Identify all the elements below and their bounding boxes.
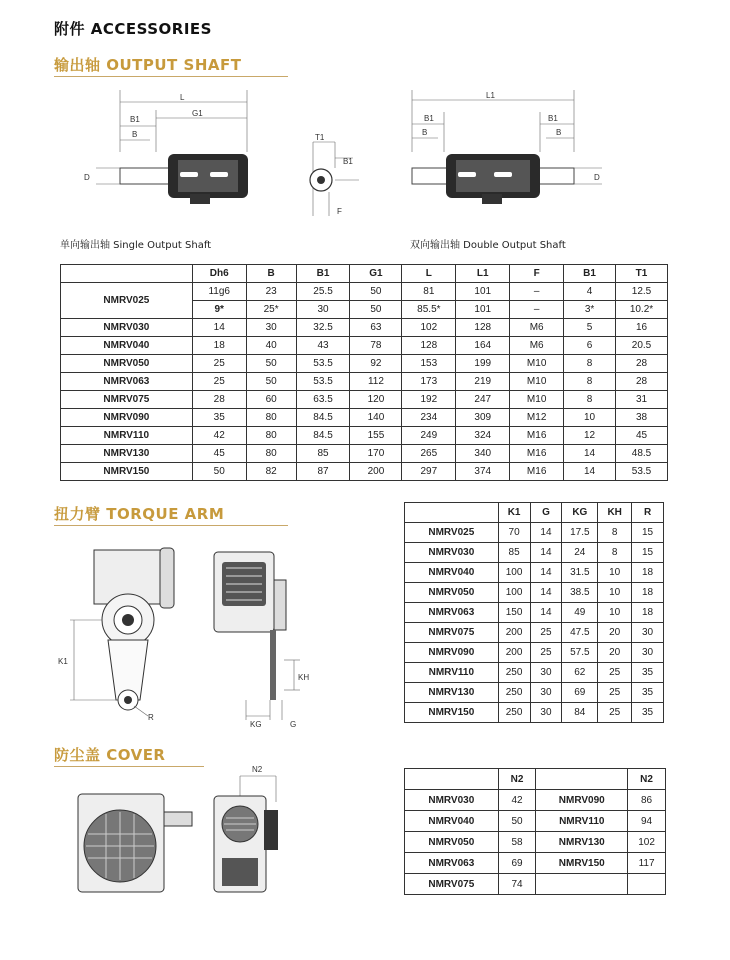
table-cell: 42 bbox=[498, 790, 536, 811]
table-cell: 16 bbox=[616, 319, 668, 337]
table-row bbox=[405, 543, 664, 563]
table-cell: 92 bbox=[350, 355, 402, 373]
table-cell: 25 bbox=[598, 703, 632, 723]
column-header bbox=[536, 769, 628, 790]
table-cell: 140 bbox=[350, 409, 402, 427]
table-cell: 265 bbox=[402, 445, 456, 463]
table-cell: 30 bbox=[530, 703, 562, 723]
table-row bbox=[405, 832, 666, 853]
table-cell: 45 bbox=[616, 427, 668, 445]
table-cell: 43 bbox=[296, 337, 350, 355]
table-cell: 14 bbox=[192, 319, 246, 337]
row-name: NMRV025 bbox=[61, 283, 193, 319]
dim-KH: KH bbox=[298, 673, 310, 682]
table-row bbox=[61, 445, 668, 463]
dim-L: L bbox=[180, 93, 185, 102]
table-row bbox=[405, 790, 666, 811]
dim-KG: KG bbox=[250, 720, 262, 729]
table-cell: 30 bbox=[246, 319, 296, 337]
table-cell: 57.5 bbox=[562, 643, 598, 663]
table-row bbox=[61, 355, 668, 373]
table-row bbox=[405, 853, 666, 874]
column-header: KH bbox=[598, 503, 632, 523]
table-cell: 35 bbox=[632, 663, 664, 683]
row-name: NMRV090 bbox=[61, 409, 193, 427]
table-cell: 85 bbox=[296, 445, 350, 463]
table-cell: 192 bbox=[402, 391, 456, 409]
row-name: NMRV050 bbox=[405, 832, 499, 853]
table-cell: 6 bbox=[564, 337, 616, 355]
table-cell: M10 bbox=[510, 391, 564, 409]
table-cell: 101 bbox=[456, 283, 510, 301]
column-header bbox=[405, 503, 499, 523]
dim-G1: G1 bbox=[192, 109, 203, 118]
table-row bbox=[405, 663, 664, 683]
dim-D-right: D bbox=[594, 173, 600, 182]
table-cell: 324 bbox=[456, 427, 510, 445]
row-name: NMRV063 bbox=[405, 603, 499, 623]
row-name: NMRV150 bbox=[405, 703, 499, 723]
dim-F: F bbox=[337, 207, 342, 216]
row-name: NMRV075 bbox=[405, 623, 499, 643]
table-cell: 20 bbox=[598, 623, 632, 643]
output-shaft-divider bbox=[54, 76, 288, 77]
table-cell: 48.5 bbox=[616, 445, 668, 463]
output-shaft-title: 输出轴 OUTPUT SHAFT bbox=[54, 56, 242, 74]
table-cell: 11g6 bbox=[192, 283, 246, 301]
row-name: NMRV040 bbox=[405, 811, 499, 832]
table-cell: 30 bbox=[632, 643, 664, 663]
table-cell: 45 bbox=[192, 445, 246, 463]
cover-front-drawing bbox=[74, 788, 204, 898]
table-cell: 30 bbox=[530, 683, 562, 703]
table-cell: 250 bbox=[498, 663, 530, 683]
table-cell: 85 bbox=[498, 543, 530, 563]
dim-D: D bbox=[84, 173, 90, 182]
table-cell: 35 bbox=[632, 683, 664, 703]
table-cell: 38.5 bbox=[562, 583, 598, 603]
table-cell: 14 bbox=[530, 583, 562, 603]
table-cell: 100 bbox=[498, 563, 530, 583]
shaft-section-drawing bbox=[295, 128, 365, 223]
table-cell: 247 bbox=[456, 391, 510, 409]
table-cell: 10 bbox=[598, 583, 632, 603]
column-header: L bbox=[402, 265, 456, 283]
table-cell: 25 bbox=[598, 683, 632, 703]
table-row bbox=[61, 391, 668, 409]
row-name: NMRV040 bbox=[405, 563, 499, 583]
table-cell: 30 bbox=[632, 623, 664, 643]
table-cell: 20.5 bbox=[616, 337, 668, 355]
torque-arm-title: 扭力臂 TORQUE ARM bbox=[54, 505, 225, 523]
table-row bbox=[405, 874, 666, 895]
table-cell: 86 bbox=[628, 790, 666, 811]
page-title: 附件 ACCESSORIES bbox=[54, 20, 212, 38]
dim-B1-section: B1 bbox=[343, 157, 353, 166]
table-cell: M16 bbox=[510, 463, 564, 481]
table-cell: 120 bbox=[350, 391, 402, 409]
dim-R: R bbox=[148, 713, 154, 722]
dim-L1: L1 bbox=[486, 91, 495, 100]
table-cell: 28 bbox=[616, 373, 668, 391]
table-cell: 31 bbox=[616, 391, 668, 409]
table-row bbox=[405, 643, 664, 663]
table-cell: 170 bbox=[350, 445, 402, 463]
table-cell: 69 bbox=[562, 683, 598, 703]
cover-divider bbox=[54, 766, 204, 767]
column-header: N2 bbox=[498, 769, 536, 790]
table-cell: 63 bbox=[350, 319, 402, 337]
table-cell: 23 bbox=[246, 283, 296, 301]
double-shaft-drawing bbox=[398, 88, 610, 218]
table-cell: 78 bbox=[350, 337, 402, 355]
table-cell: 25 bbox=[530, 623, 562, 643]
table-cell: 87 bbox=[296, 463, 350, 481]
table-cell: 200 bbox=[350, 463, 402, 481]
dim-B1-left: B1 bbox=[424, 114, 434, 123]
table-cell: 4 bbox=[564, 283, 616, 301]
dim-K1: K1 bbox=[58, 657, 68, 666]
row-name: NMRV090 bbox=[536, 790, 628, 811]
table-cell: 18 bbox=[632, 563, 664, 583]
table-cell: 25 bbox=[598, 663, 632, 683]
table-cell: 249 bbox=[402, 427, 456, 445]
table-cell: 199 bbox=[456, 355, 510, 373]
table-cell: 102 bbox=[402, 319, 456, 337]
table-cell: 128 bbox=[456, 319, 510, 337]
table-cell: 200 bbox=[498, 643, 530, 663]
table-cell: 200 bbox=[498, 623, 530, 643]
table-cell: 9* bbox=[192, 301, 246, 319]
table-row bbox=[405, 523, 664, 543]
table-cell: 8 bbox=[564, 355, 616, 373]
row-name: NMRV150 bbox=[536, 853, 628, 874]
table-cell: 8 bbox=[564, 373, 616, 391]
table-row bbox=[61, 409, 668, 427]
row-name: NMRV110 bbox=[536, 811, 628, 832]
table-row bbox=[61, 283, 668, 301]
table-cell: 84.5 bbox=[296, 427, 350, 445]
column-header: R bbox=[632, 503, 664, 523]
row-name: NMRV075 bbox=[405, 874, 499, 895]
table-cell: 84 bbox=[562, 703, 598, 723]
table-row bbox=[405, 563, 664, 583]
table-cell: 50 bbox=[192, 463, 246, 481]
column-header: B1 bbox=[296, 265, 350, 283]
column-header: G1 bbox=[350, 265, 402, 283]
dim-B: B bbox=[132, 130, 138, 139]
row-name: NMRV110 bbox=[61, 427, 193, 445]
table-cell: 60 bbox=[246, 391, 296, 409]
table-cell: 8 bbox=[598, 523, 632, 543]
table-cell: 25.5 bbox=[296, 283, 350, 301]
table-row bbox=[405, 583, 664, 603]
column-header: T1 bbox=[616, 265, 668, 283]
table-cell: 153 bbox=[402, 355, 456, 373]
table-cell: 155 bbox=[350, 427, 402, 445]
table-cell: M6 bbox=[510, 337, 564, 355]
row-name: NMRV130 bbox=[536, 832, 628, 853]
table-cell: 12.5 bbox=[616, 283, 668, 301]
table-cell: 80 bbox=[246, 445, 296, 463]
table-cell: 31.5 bbox=[562, 563, 598, 583]
table-cell: 70 bbox=[498, 523, 530, 543]
row-name: NMRV063 bbox=[405, 853, 499, 874]
table-cell: 50 bbox=[350, 301, 402, 319]
table-cell: M16 bbox=[510, 427, 564, 445]
table-cell: 25* bbox=[246, 301, 296, 319]
table-cell: 10 bbox=[598, 603, 632, 623]
row-name: NMRV040 bbox=[61, 337, 193, 355]
dim-B1: B1 bbox=[130, 115, 140, 124]
table-cell: 12 bbox=[564, 427, 616, 445]
table-cell: 53.5 bbox=[296, 355, 350, 373]
column-header: L1 bbox=[456, 265, 510, 283]
table-cell: 50 bbox=[498, 811, 536, 832]
table-cell: 25 bbox=[530, 643, 562, 663]
table-cell: 49 bbox=[562, 603, 598, 623]
row-name: NMRV050 bbox=[61, 355, 193, 373]
table-cell: 81 bbox=[402, 283, 456, 301]
cover-title: 防尘盖 COVER bbox=[54, 746, 166, 764]
table-row bbox=[61, 337, 668, 355]
table-cell: M6 bbox=[510, 319, 564, 337]
table-cell: 69 bbox=[498, 853, 536, 874]
dim-B-right: B bbox=[556, 128, 562, 137]
table-cell: 14 bbox=[530, 603, 562, 623]
dim-B-left: B bbox=[422, 128, 428, 137]
table-cell: 62 bbox=[562, 663, 598, 683]
table-cell: 10.2* bbox=[616, 301, 668, 319]
cover-side-drawing bbox=[208, 762, 298, 898]
column-header: N2 bbox=[628, 769, 666, 790]
table-cell: 82 bbox=[246, 463, 296, 481]
table-row bbox=[405, 811, 666, 832]
table-cell: M12 bbox=[510, 409, 564, 427]
double-shaft-caption: 双向输出轴 Double Output Shaft bbox=[410, 240, 566, 251]
row-name: NMRV130 bbox=[405, 683, 499, 703]
table-cell: 219 bbox=[456, 373, 510, 391]
table-cell: 14 bbox=[564, 463, 616, 481]
column-header bbox=[405, 769, 499, 790]
torque-arm-divider bbox=[54, 525, 288, 526]
dim-G: G bbox=[290, 720, 297, 729]
table-cell: 47.5 bbox=[562, 623, 598, 643]
table-cell: 112 bbox=[350, 373, 402, 391]
table-cell: 80 bbox=[246, 427, 296, 445]
column-header bbox=[61, 265, 193, 283]
table-cell: 74 bbox=[498, 874, 536, 895]
column-header: K1 bbox=[498, 503, 530, 523]
table-row bbox=[405, 703, 664, 723]
table-cell: 42 bbox=[192, 427, 246, 445]
row-name: NMRV030 bbox=[405, 543, 499, 563]
table-cell: 94 bbox=[628, 811, 666, 832]
table-cell: 18 bbox=[632, 583, 664, 603]
table-cell: 250 bbox=[498, 703, 530, 723]
table-cell: 28 bbox=[616, 355, 668, 373]
table-cell: 102 bbox=[628, 832, 666, 853]
torque-arm-side-drawing bbox=[206, 540, 316, 730]
table-cell: 15 bbox=[632, 523, 664, 543]
column-header: B bbox=[246, 265, 296, 283]
table-cell: 10 bbox=[598, 563, 632, 583]
table-cell: 18 bbox=[632, 603, 664, 623]
torque-arm-table bbox=[404, 502, 664, 723]
table-cell: 173 bbox=[402, 373, 456, 391]
table-cell: 25 bbox=[192, 373, 246, 391]
table-cell: 309 bbox=[456, 409, 510, 427]
table-cell: 50 bbox=[350, 283, 402, 301]
column-header: KG bbox=[562, 503, 598, 523]
row-name: NMRV150 bbox=[61, 463, 193, 481]
row-name: NMRV030 bbox=[405, 790, 499, 811]
table-cell: 80 bbox=[246, 409, 296, 427]
single-shaft-caption: 单向输出轴 Single Output Shaft bbox=[60, 240, 212, 251]
table-row bbox=[61, 463, 668, 481]
table-cell: 35 bbox=[192, 409, 246, 427]
table-cell: 150 bbox=[498, 603, 530, 623]
table-row bbox=[405, 683, 664, 703]
row-name: NMRV050 bbox=[405, 583, 499, 603]
table-cell: 128 bbox=[402, 337, 456, 355]
table-cell: 117 bbox=[628, 853, 666, 874]
table-cell: 14 bbox=[564, 445, 616, 463]
table-cell: 164 bbox=[456, 337, 510, 355]
table-cell: 20 bbox=[598, 643, 632, 663]
table-cell: M16 bbox=[510, 445, 564, 463]
torque-arm-front-drawing bbox=[54, 540, 204, 730]
single-shaft-drawing bbox=[80, 88, 280, 218]
table-cell: 24 bbox=[562, 543, 598, 563]
table-cell: 32.5 bbox=[296, 319, 350, 337]
table-cell: 58 bbox=[498, 832, 536, 853]
output-shaft-table bbox=[60, 264, 668, 481]
table-cell: 374 bbox=[456, 463, 510, 481]
table-cell: 53.5 bbox=[296, 373, 350, 391]
table-cell: 8 bbox=[564, 391, 616, 409]
table-row bbox=[405, 603, 664, 623]
table-cell: 15 bbox=[632, 543, 664, 563]
table-row bbox=[61, 427, 668, 445]
column-header: B1 bbox=[564, 265, 616, 283]
table-cell: 3* bbox=[564, 301, 616, 319]
table-cell: 14 bbox=[530, 523, 562, 543]
table-cell: 25 bbox=[192, 355, 246, 373]
table-cell: 17.5 bbox=[562, 523, 598, 543]
table-cell: 101 bbox=[456, 301, 510, 319]
table-cell: M10 bbox=[510, 355, 564, 373]
table-cell: 14 bbox=[530, 563, 562, 583]
row-name: NMRV090 bbox=[405, 643, 499, 663]
table-cell: 53.5 bbox=[616, 463, 668, 481]
table-cell: – bbox=[510, 301, 564, 319]
row-name: NMRV025 bbox=[405, 523, 499, 543]
table-cell: 30 bbox=[530, 663, 562, 683]
table-cell: 14 bbox=[530, 543, 562, 563]
table-cell: 5 bbox=[564, 319, 616, 337]
dim-B1-right: B1 bbox=[548, 114, 558, 123]
table-cell: 35 bbox=[632, 703, 664, 723]
table-cell: 85.5* bbox=[402, 301, 456, 319]
table-row bbox=[61, 373, 668, 391]
row-name: NMRV063 bbox=[61, 373, 193, 391]
table-cell: 50 bbox=[246, 373, 296, 391]
row-name bbox=[536, 874, 628, 895]
table-cell: 28 bbox=[192, 391, 246, 409]
table-cell: 250 bbox=[498, 683, 530, 703]
table-cell: M10 bbox=[510, 373, 564, 391]
column-header: F bbox=[510, 265, 564, 283]
table-cell: 18 bbox=[192, 337, 246, 355]
row-name: NMRV075 bbox=[61, 391, 193, 409]
table-cell: 84.5 bbox=[296, 409, 350, 427]
table-cell: 8 bbox=[598, 543, 632, 563]
table-cell: 38 bbox=[616, 409, 668, 427]
table-cell: 40 bbox=[246, 337, 296, 355]
table-cell: 30 bbox=[296, 301, 350, 319]
dim-T1: T1 bbox=[315, 133, 325, 142]
table-cell: 10 bbox=[564, 409, 616, 427]
table-cell bbox=[628, 874, 666, 895]
cover-table bbox=[404, 768, 666, 895]
dim-N2: N2 bbox=[252, 765, 263, 774]
table-cell: – bbox=[510, 283, 564, 301]
table-cell: 63.5 bbox=[296, 391, 350, 409]
row-name: NMRV110 bbox=[405, 663, 499, 683]
column-header: Dh6 bbox=[192, 265, 246, 283]
row-name: NMRV130 bbox=[61, 445, 193, 463]
table-cell: 100 bbox=[498, 583, 530, 603]
table-row bbox=[61, 319, 668, 337]
table-cell: 340 bbox=[456, 445, 510, 463]
table-cell: 297 bbox=[402, 463, 456, 481]
table-row bbox=[405, 623, 664, 643]
row-name: NMRV030 bbox=[61, 319, 193, 337]
table-cell: 234 bbox=[402, 409, 456, 427]
column-header: G bbox=[530, 503, 562, 523]
table-cell: 50 bbox=[246, 355, 296, 373]
